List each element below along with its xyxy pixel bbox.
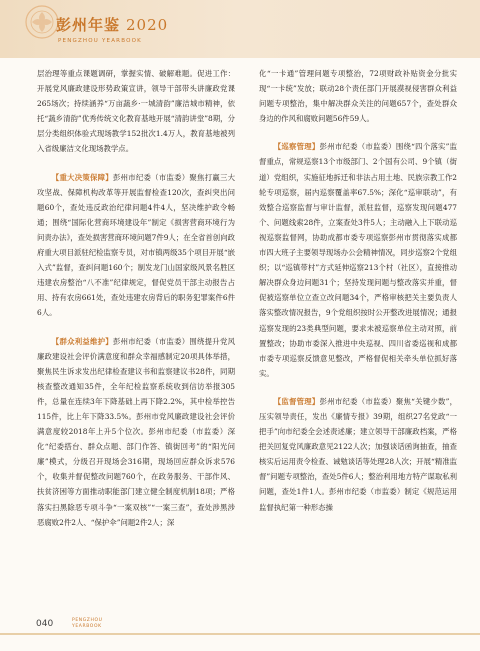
left-column (37, 66, 235, 530)
section-body: 彭州市纪委（市监委）围绕提升党风廉政建设社会评价满意度和群众幸福感制定20项具体举措，聚焦民生诉求发出纪律检查建议书和监察建议书28件，同期核查整改通知35件，全年纪检监察系统收到信访举报305件，总量在连续3年下降基础上再下降2.2%，其中检举控告115件，比上年下降33.5%。彭州市党风廉政建设社会评价满意度较2018年上升5个位次。彭州市纪委（市监委）深化“纪委搭台、群众点题、部门作答、镇街回考”的“阳光问廉”模式，分级召开现场会316期，现场回应群众诉求576个，收集并督促整改问题760个，在政务服务、干部作风、扶贫济困等方面推动职能部门建立健全制度机制18项；严格落实扫黑除恶专项斗争“一案双核”“一案三查”，查处涉黑涉恶腐败2件2人、“保护伞”问题2件2人；深 (37, 336, 235, 527)
section-supervision (259, 394, 457, 515)
section-tag: 【群众利益维护】 (51, 336, 113, 346)
yearbook-name: 彭州年鉴 (56, 16, 121, 34)
section-body: 彭州市纪委（市监委）围绕“四个落实”监督重点，常规巡察13个市级部门、2个国有公司、9个镇（街道）党组织，实施征地拆迁和非法占用土地、民族宗教工作2轮专项巡察，届内巡察覆盖率67.5%；深化“巡审联动”，有效整合巡察监督与审计监督，派驻监督，巡察发现问题477个、问题线索28件，立案查处3件5人；主动融入上下联动巡视巡察监督网，协助成都市委专项巡察彭州市贯彻落实成都市四大班子主要领导现场办公会精神情况，同步巡察2个党组织；以“巡镇带村”方式延伸巡察213个村（社区），直接推动解决群众身边问题31个；坚持发现问题与整改落实并重，督促被巡察单位立查立改问题34个，严格审核把关主要负责人落实整改情况报告，9个党组织按时公开整改进展情况；通报巡察发现的23类典型问题，要求未被巡察单位主动对照，前置整改；协助市委深入推进中央巡视、四川省委巡视和成都市委专项巡察反馈意见整改，严格督促相关牵头单位抓好落实。 (259, 142, 457, 378)
yearbook-emblem-icon (24, 4, 60, 40)
page-header (0, 0, 480, 62)
footer-logo-line1: PENGZHOU (72, 618, 103, 623)
page-number: 040 (36, 619, 54, 629)
left-intro-paragraph: 层治理等重点课题调研，掌握实情、破解难题。促进工作：开展党风廉政建设形势政策宣讲，领导干部带头讲廉政党课265场次；持续涵养“万亩蔬乡·一城清韵”廉洁城市精神，依托“蔬乡清韵”优秀传统文化教育基地开展“清韵讲堂”8期，分层分类组织体验式现场教学152批次1.4万人，教育基地被列入省级廉洁文化现场教学点。 (37, 69, 235, 154)
page-footer (0, 611, 480, 651)
section-public-interest (37, 334, 235, 530)
section-major-decision (37, 170, 235, 321)
footer-logo (72, 618, 103, 630)
section-body: 彭州市纪委（市监委）聚焦“关键少数”，压实领导责任，发出《廉情专报》39期，组织27名党政“一把手”向市纪委全会述责述廉；建立领导干部廉政档案，严格把关回复党风廉政意见2122人次；加强谈话函询抽查，抽查核实后运用责令检查、诫勉谈话等处理28人次；开展“精准监督”问题专项整治，查处5件6人；整治利用地方特产谋取私利问题，查处1件1人。彭州市纪委（市监委）制定《规范运用监督执纪第一种形态操 (259, 396, 457, 512)
section-body: 彭州市纪委（市监委）聚焦打赢三大攻坚战、保障机构改革等开展监督检查120次，查纠突出问题60个，查处违反政治纪律问题4件4人，坚决维护政令畅通；围绕“国际化营商环境建设年”制定《损害营商环境行为问责办法》，查处损害营商环境问题7件9人；在全省首创向政府重大项目派驻纪检监察专员，对市镇两级35个项目开展“嵌入式”监督，查纠问题160个；制发龙门山国家级风景名胜区违建农房整治“八不准”纪律规定，督促党员干部主动报告占用、持有农房661处，查处违建农房背后的职务犯罪案件6件6人。 (37, 172, 235, 318)
yearbook-title (56, 14, 168, 35)
section-tag: 【监督管理】 (273, 396, 320, 406)
footer-logo-line2: YEARBOOK (72, 624, 102, 629)
yearbook-subtitle: PENGZHOU YEARBOOK (58, 38, 142, 44)
yearbook-year: 2020 (126, 16, 169, 34)
section-tag: 【重大决策保障】 (51, 172, 113, 182)
section-inspection (259, 139, 457, 381)
right-column (259, 66, 457, 515)
footer-rule (0, 633, 480, 635)
section-tag: 【巡察管理】 (273, 142, 320, 152)
right-intro-paragraph: 化“一卡通”管理问题专项整治，72项财政补贴资金分批实现“一卡统”发放；联动28个责任部门开展漠视侵害群众利益问题专项整治，集中解决群众关注的问题657个，查处群众身边的作风和腐败问题56件59人。 (259, 69, 457, 124)
